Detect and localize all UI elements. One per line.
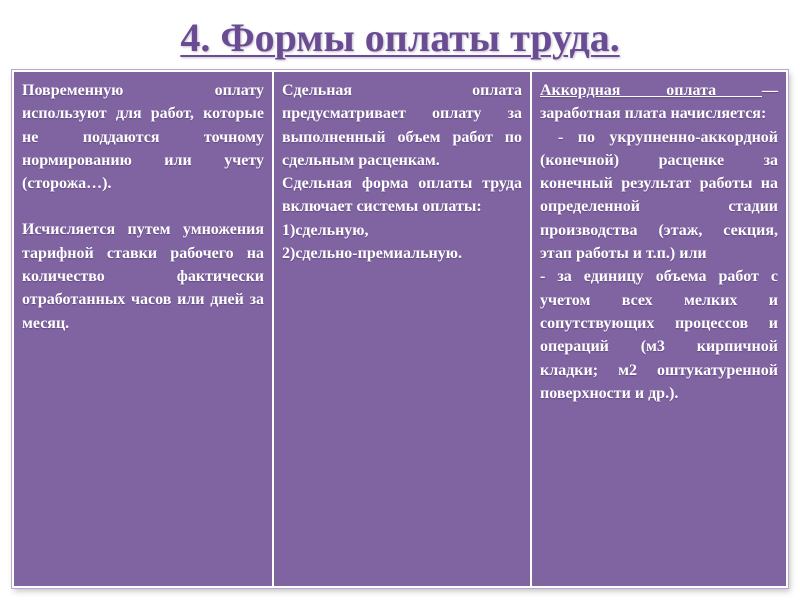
time-based-pay-calculation: Исчисляется путем умножения тарифной ставки рабочего на количество фактически отработанных часов или дней за месяц.	[22, 221, 264, 332]
piece-rate-definition: Сдельная оплата предусматривает оплату за выполненный объем работ по сдельным расценкам.	[282, 82, 522, 169]
piece-rate-systems: Сдельная форма оплаты труда включает системы оплаты:	[282, 175, 522, 216]
content-table	[12, 70, 788, 588]
paragraph-gap	[22, 195, 264, 218]
column-piece-rate-pay	[272, 72, 530, 586]
lump-sum-heading-rest: — заработная плата начисляется:	[540, 82, 778, 123]
column-time-based-pay	[14, 72, 272, 586]
time-based-pay-definition: Повременную оплату используют для работ, которые не поддаются точному нормированию или учету (сторожа…).	[22, 82, 264, 193]
lump-sum-option-1: - по укрупненно-аккордной (конечной) расценке за конечный результат работы на определенной стадии производства (этаж, секция, этап работы и т.п.) или	[540, 128, 778, 263]
piece-rate-system-1: 1)сдельную,	[282, 221, 369, 239]
piece-rate-system-2: 2)сдельно-премиальную.	[282, 245, 462, 263]
slide-title: 4. Формы оплаты труда.	[180, 15, 620, 60]
lump-sum-heading	[540, 79, 778, 126]
lump-sum-term: Аккордная оплата	[540, 82, 762, 99]
lump-sum-option-2: - за единицу объема работ с учетом всех мелких и сопутствующих процессов и операций (м3 кирпичной кладки; м2 оштукатуренной поверхности и др.).	[540, 268, 778, 402]
column-lump-sum-pay	[530, 72, 786, 586]
